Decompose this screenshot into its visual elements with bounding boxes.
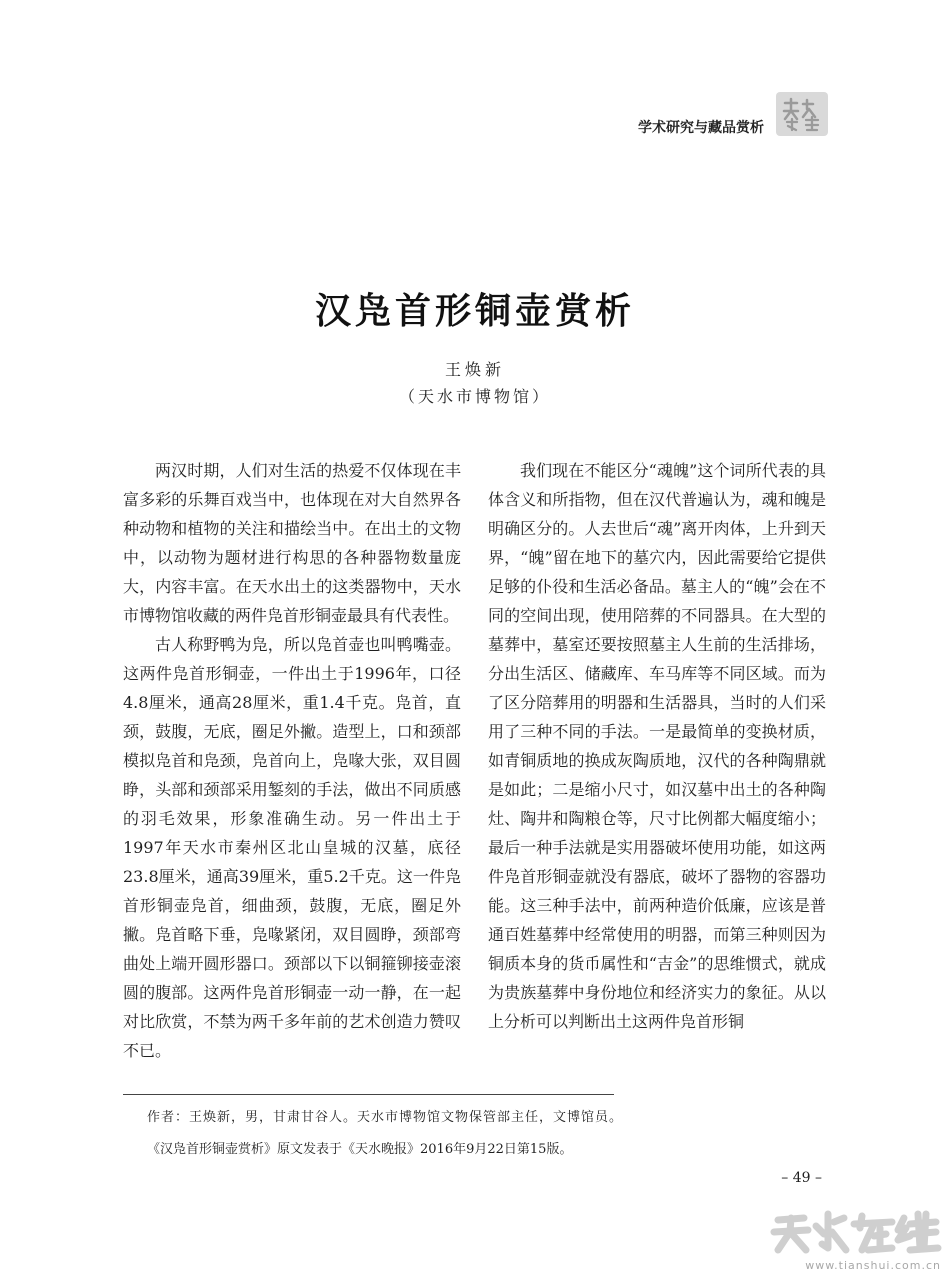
left-column (123, 456, 461, 1065)
paragraph: 古人称野鸭为凫，所以凫首壶也叫鸭嘴壶。这两件凫首形铜壶，一件出土于1996年，口径4.8厘米，通高28厘米，重1.4千克。凫首，直颈，鼓腹，无底，圈足外撇。造型上，口和颈部模拟凫首和凫颈，凫首向上，凫喙大张，双目圆睁，头部和颈部采用錾刻的手法，做出不同质感的羽毛效果，形象准确生动。另一件出土于1997年天水市秦州区北山皇城的汉墓，底径23.8厘米，通高39厘米，重5.2千克。这一件凫首形铜壶凫首，细曲颈，鼓腹，无底，圈足外撇。凫首略下垂，凫喙紧闭，双目圆睁，颈部弯曲处上端开圆形器口。颈部以下以铜箍铆接壶滚圆的腹部。这两件凫首形铜壶一动一静，在一起对比欣赏，不禁为两千多年前的艺术创造力赞叹不已。 (123, 635, 461, 1060)
page-number: – 49 – (781, 1170, 822, 1186)
paragraph: 我们现在不能区分“魂魄”这个词所代表的具体含义和所指物，但在汉代普遍认为，魂和魄是明确区分的。人去世后“魂”离开肉体，上升到天界，“魄”留在地下的墓穴内，因此需要给它提供足够的仆役和生活必备品。墓主人的“魄”会在不同的空间出现，使用陪葬的不同器具。在大型的墓葬中，墓室还要按照墓主人生前的生活排场，分出生活区、储藏库、车马库等不同区域。而为了区分陪葬用的明器和生活器具，当时的人们采用了三种不同的手法。一是最简单的变换材质，如青铜质地的换成灰陶质地，汉代的各种陶鼎就是如此；二是缩小尺寸，如汉墓中出土的各种陶灶、陶井和陶粮仓等，尺寸比例都大幅度缩小；最后一种手法就是实用器破坏使用功能，如这两件凫首形铜壶就没有器底，破坏了器物的容器功能。这三种手法中，前两种造价低廉，应该是普通百姓墓葬中经常使用的明器，而第三种则因为铜质本身的货币属性和“吉金”的思维惯式，就成为贵族墓葬中身份地位和经济实力的象征。从以上分析可以判断出土这两件凫首形铜 (488, 461, 826, 1031)
seal-logo (776, 92, 828, 136)
paragraph: 两汉时期，人们对生活的热爱不仅体现在丰富多彩的乐舞百戏当中，也体现在对大自然界各种动物和植物的关注和描绘当中。在出土的文物中，以动物为题材进行构思的各种器物数量庞大，内容丰富。在天水出土的这类器物中，天水市博物馆收藏的两件凫首形铜壶最具有代表性。 (123, 461, 461, 625)
watermark-url: www.tianshui.com.cn (805, 1259, 941, 1272)
section-header: 学术研究与藏品赏析 (638, 120, 764, 136)
author-name: 王焕新 (444, 360, 505, 379)
footnote-author-note: 作者：王焕新，男，甘肃甘谷人。天水市博物馆文物保管部主任，文博馆员。 (147, 1110, 624, 1125)
footnote-source-note: 《汉凫首形铜壶赏析》原文发表于《天水晚报》2016年9月22日第15版。 (147, 1142, 573, 1157)
article-title: 汉凫首形铜壶赏析 (314, 290, 635, 332)
watermark-logo-icon (770, 1206, 945, 1258)
footnote-divider (123, 1094, 614, 1095)
right-column (488, 456, 826, 1036)
author-affiliation: （天水市博物馆） (398, 387, 551, 406)
seal-logo-icon (779, 95, 825, 133)
watermark (770, 1206, 945, 1274)
